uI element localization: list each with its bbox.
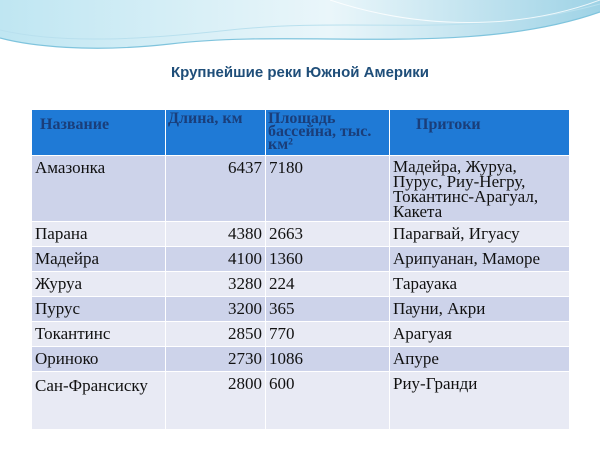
table-row [32, 322, 570, 347]
table-header-row [32, 110, 570, 156]
river-length: 4100 [166, 247, 266, 272]
river-name: Мадейра [32, 247, 166, 272]
slide-title: Крупнейшие реки Южной Америки [170, 64, 430, 81]
header-length: Длина, км [166, 110, 266, 156]
basin-area: 2663 [266, 222, 390, 247]
table-row [32, 247, 570, 272]
river-length: 2800 [166, 372, 266, 430]
tributaries: Риу-Гранди [390, 372, 570, 430]
tributaries: Мадейра, Журуа, Пурус, Риу-Негру, Токантинс-Арагуал, Какета [390, 156, 570, 222]
river-length: 6437 [166, 156, 266, 222]
basin-area: 1086 [266, 347, 390, 372]
river-name: Журуа [32, 272, 166, 297]
header-name: Название [32, 110, 166, 156]
header-wave-decoration [0, 0, 600, 70]
basin-area: 7180 [266, 156, 390, 222]
river-name: Токантинс [32, 322, 166, 347]
tributaries: Парагвай, Игуасу [390, 222, 570, 247]
river-name: Амазонка [32, 156, 166, 222]
table-row [32, 297, 570, 322]
river-name: Пурус [32, 297, 166, 322]
river-length: 4380 [166, 222, 266, 247]
basin-area: 1360 [266, 247, 390, 272]
header-basin-area: Площадь бассейна, тыс. км² [266, 110, 390, 156]
river-length: 3280 [166, 272, 266, 297]
river-name: Сан-Франсиску [32, 372, 166, 430]
basin-area: 600 [266, 372, 390, 430]
table-row [32, 272, 570, 297]
river-name: Парана [32, 222, 166, 247]
rivers-table [31, 109, 570, 430]
river-length: 2730 [166, 347, 266, 372]
table-row [32, 347, 570, 372]
header-tributaries: Притоки [390, 110, 570, 156]
tributaries: Арипуанан, Маморе [390, 247, 570, 272]
tributaries: Пауни, Акри [390, 297, 570, 322]
tributaries: Апуре [390, 347, 570, 372]
table-row [32, 372, 570, 430]
basin-area: 224 [266, 272, 390, 297]
tributaries: Арагуая [390, 322, 570, 347]
basin-area: 365 [266, 297, 390, 322]
river-length: 2850 [166, 322, 266, 347]
tributaries: Тарауака [390, 272, 570, 297]
river-length: 3200 [166, 297, 266, 322]
table-row [32, 222, 570, 247]
river-name: Ориноко [32, 347, 166, 372]
basin-area: 770 [266, 322, 390, 347]
table-row [32, 156, 570, 222]
